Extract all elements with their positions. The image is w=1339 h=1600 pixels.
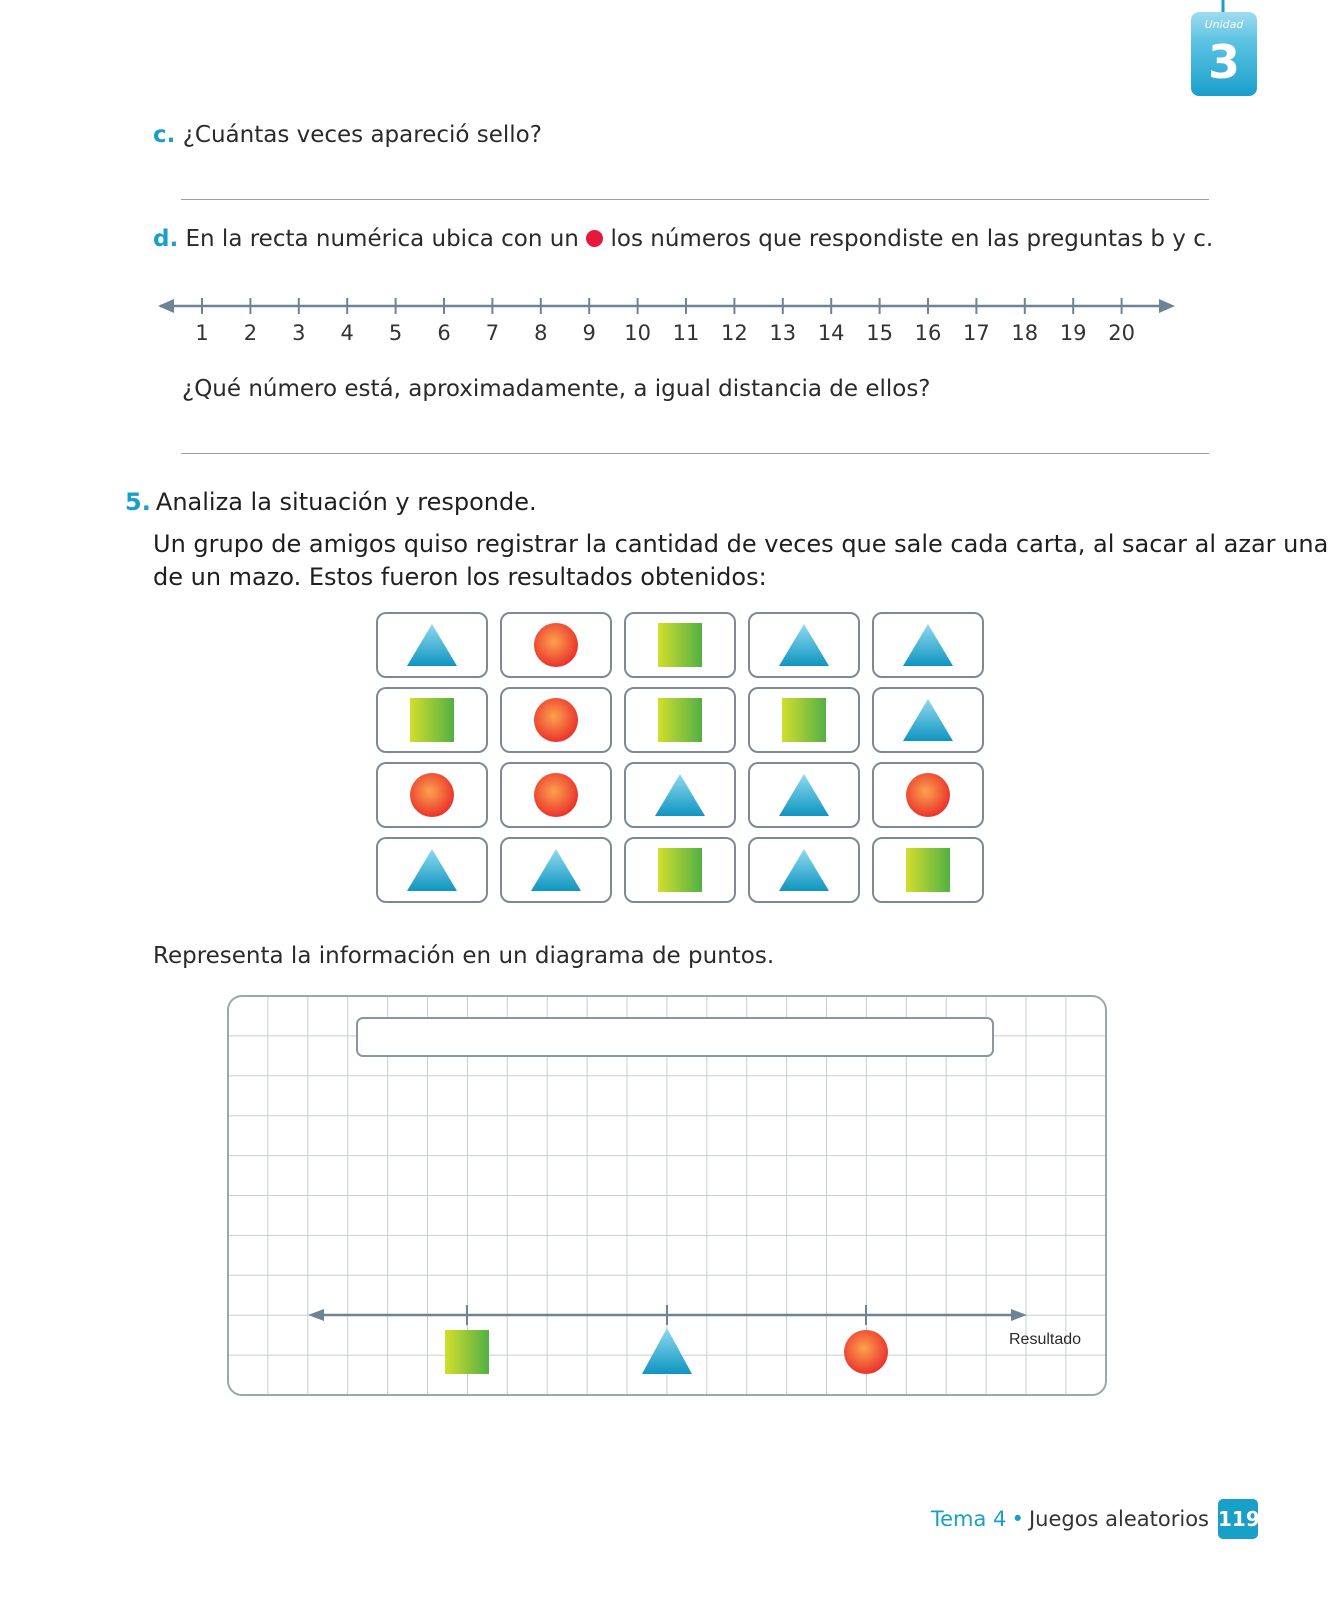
footer-subject: Juegos aleatorios [1028,1507,1209,1531]
question-c-text: ¿Cuántas veces apareció sello? [182,122,542,148]
square-icon [905,847,951,893]
dot-plot-circle-icon [844,1330,888,1374]
card [500,687,612,753]
number-line-label: 4 [340,321,354,345]
answer-line-followup[interactable] [181,453,1209,454]
triangle-icon [653,772,707,818]
dot-plot-axis-label: Resultado [1009,1331,1082,1348]
card [872,762,984,828]
number-line[interactable] [150,290,1185,322]
footer-separator: • [1011,1507,1024,1531]
number-line-label: 1 [195,321,209,345]
number-line-right-arrow-icon [1159,299,1175,313]
dot-plot-axis-left-arrow-icon [308,1309,324,1321]
exercise-5-heading [125,488,537,516]
square-icon [781,697,827,743]
square-icon [657,622,703,668]
dot-plot-grid[interactable] [226,994,1108,1397]
triangle-icon [901,697,955,743]
dot-plot-instruction: Representa la información en un diagrama de puntos. [153,943,775,969]
question-d [153,226,1213,252]
number-line-left-arrow-icon [158,299,174,313]
circle-icon [532,771,580,819]
number-line-label: 5 [388,321,403,345]
card [624,837,736,903]
number-line-label: 6 [437,321,451,345]
unit-badge [1189,0,1259,97]
red-dot-icon [586,230,603,247]
footer-tema: Tema 4 [930,1507,1007,1531]
number-line-label: 14 [817,321,845,345]
card [624,612,736,678]
number-line-label: 3 [292,321,306,345]
card [376,687,488,753]
square-icon [657,697,703,743]
card [872,837,984,903]
footer [931,1507,1209,1531]
number-line-label: 9 [582,321,596,345]
number-line-label: 2 [243,321,258,345]
card [624,687,736,753]
card [872,687,984,753]
card [500,762,612,828]
card [376,762,488,828]
card [748,762,860,828]
number-line-label: 7 [485,321,500,345]
number-line-label: 20 [1108,321,1135,345]
question-d-text-before: En la recta numérica ubica con un [185,226,579,252]
number-line-label: 18 [1011,321,1039,345]
triangle-icon [529,847,583,893]
circle-icon [532,696,580,744]
triangle-icon [405,622,459,668]
number-line-label: 19 [1059,321,1087,345]
dot-plot-square-icon [445,1330,489,1374]
question-c-letter: c. [153,122,176,148]
card [872,612,984,678]
number-line-label: 11 [672,321,700,345]
triangle-icon [777,622,831,668]
number-line-label: 16 [914,321,942,345]
page-number: 119 [1218,1499,1258,1539]
triangle-icon [901,622,955,668]
card [500,612,612,678]
card [748,612,860,678]
square-icon [409,697,455,743]
number-line-label: 17 [963,321,990,345]
number-line-label: 15 [866,321,893,345]
card [376,837,488,903]
triangle-icon [777,772,831,818]
number-line-label: 12 [721,321,748,345]
card [624,762,736,828]
card [748,837,860,903]
triangle-icon [777,847,831,893]
exercise-5-body-line2: de un mazo. Estos fueron los resultados obtenidos: [153,563,767,591]
exercise-5-body-line1: Un grupo de amigos quiso registrar la cantidad de veces que sale cada carta, al sacar al azar una [153,530,1329,558]
dot-plot-triangle-icon [642,1328,692,1374]
triangle-icon [405,847,459,893]
circle-icon [904,771,952,819]
card [748,687,860,753]
question-d-letter: d. [153,226,179,252]
card [500,837,612,903]
unit-badge-label: Unidad [1204,18,1244,31]
circle-icon [532,621,580,669]
number-line-label: 10 [624,321,651,345]
unit-badge-number: 3 [1207,35,1240,89]
card [376,612,488,678]
number-line-label: 8 [534,321,548,345]
question-d-text-after: los números que respondiste en las preguntas b y c. [610,226,1214,252]
exercise-5-title: Analiza la situación y responde. [155,488,537,516]
number-line-label: 13 [769,321,797,345]
answer-line-c[interactable] [181,199,1209,200]
exercise-5-number: 5. [125,488,151,516]
question-c [153,122,542,148]
dot-plot-title-box[interactable] [357,1018,993,1056]
exercise-5-body [153,528,1329,594]
dot-plot-axis-right-arrow-icon [1011,1309,1027,1321]
followup-question: ¿Qué número está, aproximadamente, a igual distancia de ellos? [182,376,931,402]
square-icon [657,847,703,893]
circle-icon [408,771,456,819]
